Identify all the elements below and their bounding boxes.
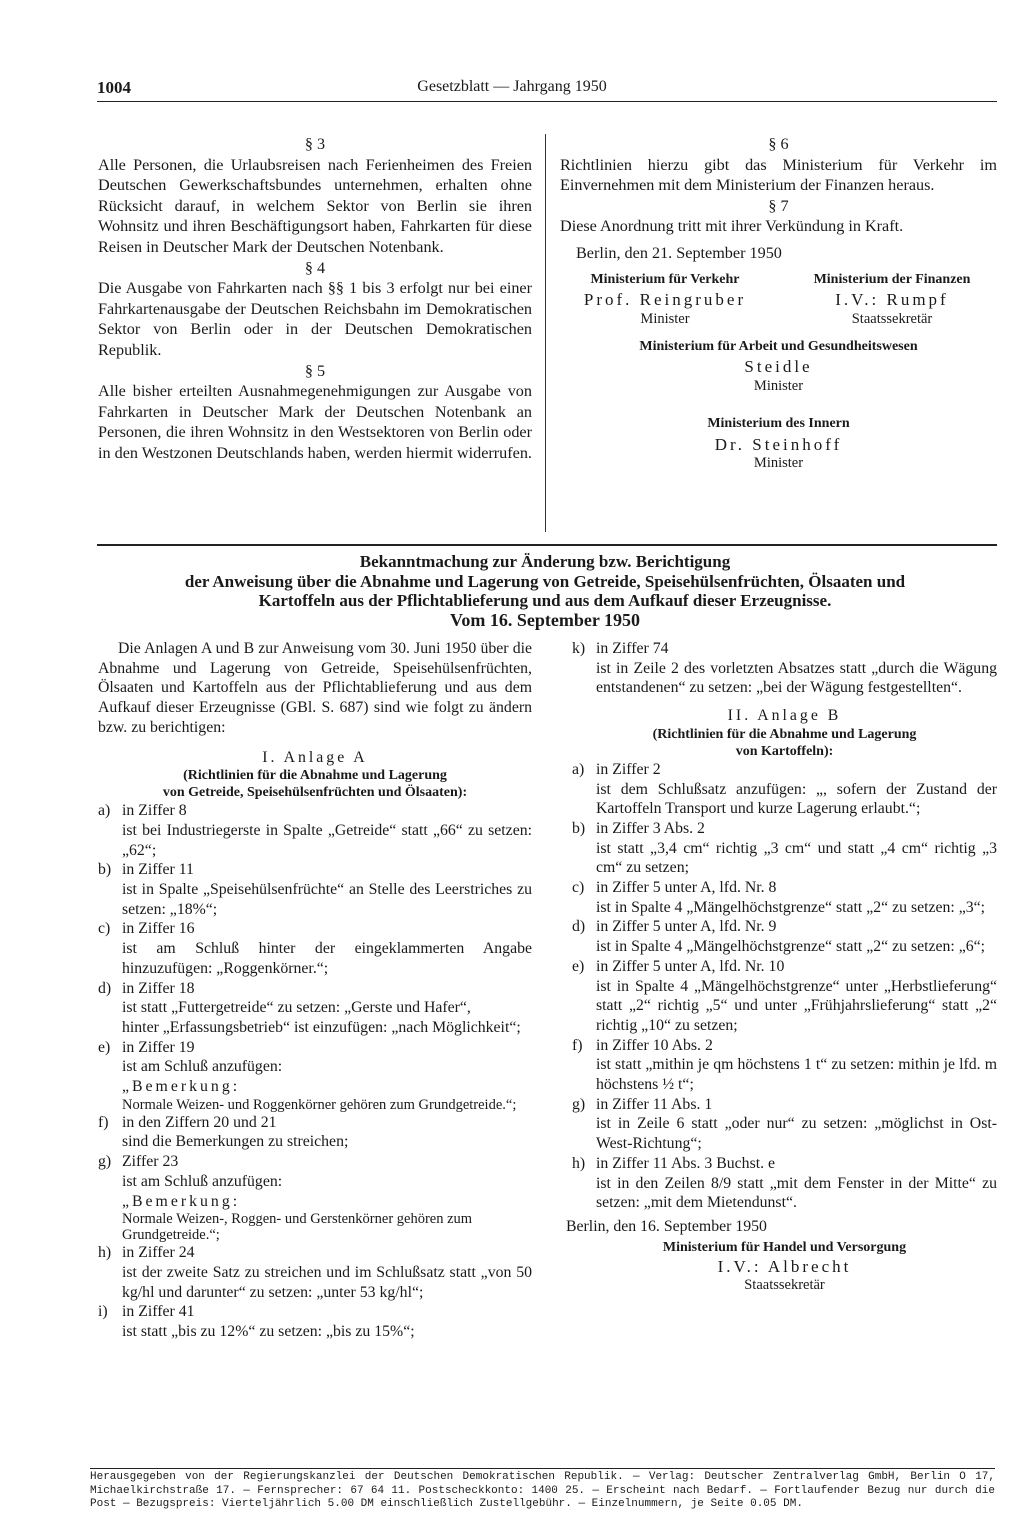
- column-divider: [545, 134, 546, 532]
- signature-role: Minister: [640, 310, 690, 327]
- anlage-a-subheading: (Richtlinien für die Abnahme und Lagerung: [183, 768, 447, 784]
- list-item: [572, 1095, 997, 1115]
- item-label: h): [572, 1154, 586, 1172]
- page-header-title: Gesetzblatt — Jahrgang 1950: [417, 78, 607, 95]
- signature-role: Staatssekretär: [744, 1277, 825, 1294]
- section-3-text: Alle Personen, die Urlaubsreisen nach Ferienheimen des Freien Deutschen Gewerkschaftsbundes unternehmen, erhalten ohne Rücksicht darauf, in welchem Sektor von Berlin sie ihren Wohnsitz und ihren Beschäftigungsort haben, Fahrkarten für diese Reisen in Deutscher Mark der Deutschen Notenbank.: [98, 155, 532, 256]
- item-note-heading: „Bemerkung:: [122, 1078, 241, 1096]
- item-label: f): [572, 1036, 583, 1054]
- item-note: Normale Weizen- und Roggenkörner gehören zum Grundgetreide.“;: [122, 1096, 517, 1113]
- item-label: b): [98, 861, 112, 879]
- signature-name: I.V.: Rumpf: [835, 290, 949, 310]
- item-head: in Ziffer 5 unter A, lfd. Nr. 10: [596, 957, 785, 975]
- list-item: [572, 639, 997, 659]
- item-head: in Ziffer 2: [596, 760, 661, 778]
- signature-finanzen: [787, 268, 997, 327]
- item-label: d): [572, 918, 586, 936]
- item-text: ist statt „mithin je qm höchstens 1 t“ zu setzen: mithin je lfd. m höchstens ½ t“;: [596, 1056, 997, 1094]
- item-label: g): [98, 1153, 112, 1171]
- item-text: ist in Spalte „Speisehülsenfrüchte“ an Stelle des Leerstriches zu setzen: „18%“;: [122, 881, 532, 918]
- list-item: [98, 1152, 532, 1172]
- item-head: in Ziffer 11 Abs. 1: [596, 1095, 713, 1113]
- item-head: in Ziffer 11: [122, 861, 194, 879]
- item-label: i): [98, 1303, 108, 1321]
- item-note: Normale Weizen-, Roggen- und Gerstenkörner gehören zum Grundgetreide.“;: [122, 1211, 473, 1244]
- list-item: [98, 860, 532, 880]
- right-top-column: [560, 134, 997, 471]
- item-label: k): [572, 640, 586, 657]
- anlage-b-subheading: von Kartoffeln):: [735, 743, 834, 759]
- list-item: [98, 1243, 532, 1263]
- section-6-heading: § 6: [768, 135, 789, 153]
- anlage-a-subheading: von Getreide, Speisehülsenfrüchten und Ölsaaten):: [162, 785, 468, 801]
- section-7-heading: § 7: [768, 196, 789, 215]
- item-head: in Ziffer 3 Abs. 2: [596, 819, 705, 837]
- anlage-b-heading: II. Anlage B: [727, 707, 842, 725]
- list-item: [98, 1113, 532, 1133]
- list-item: [98, 1038, 532, 1058]
- item-text: ist in Zeile 6 statt „oder nur“ zu setzen: „möglichst in Ost-West-Richtung“;: [596, 1115, 997, 1153]
- notice-intro: Die Anlagen A und B zur Anweisung vom 30. Juni 1950 über die Abnahme und Lagerung von Getreide, Speisehülsenfrüchten, Ölsaaten und Kartoffeln aus der Pflichtablieferung und aus dem Aufkauf dieser Erzeugnisse (GBl. S. 687) sind wie folgt zu ändern bzw. zu berichtigen:: [98, 640, 532, 736]
- item-label: h): [98, 1244, 112, 1262]
- section-rule: [97, 544, 997, 546]
- anlage-a-heading: I. Anlage A: [262, 748, 368, 766]
- list-item: [98, 919, 532, 939]
- page-number: 1004: [97, 78, 131, 97]
- list-item: [98, 801, 532, 821]
- list-item: [98, 1302, 532, 1322]
- item-label: c): [98, 920, 111, 938]
- notice-date: Vom 16. September 1950: [450, 609, 640, 630]
- item-text: ist statt „3,4 cm“ richtig „3 cm“ und statt „4 cm“ richtig „3 cm“ zu setzen;: [596, 839, 997, 877]
- item-head: in Ziffer 16: [122, 920, 195, 938]
- section-3-heading: § 3: [304, 135, 326, 153]
- item-head: in Ziffer 11 Abs. 3 Buchst. e: [596, 1154, 776, 1172]
- item-text: ist der zweite Satz zu streichen und im Schlußsatz statt „von 50 kg/hl und darunter“ zu setzen: „unter 53 kg/hl“;: [122, 1263, 532, 1301]
- signature-ministry: Ministerium für Arbeit und Gesundheitswesen: [639, 338, 918, 354]
- signature-row: [560, 268, 997, 327]
- item-label: g): [572, 1095, 586, 1113]
- list-item: [572, 819, 997, 839]
- item-text: ist am Schluß anzufügen:: [122, 1172, 283, 1190]
- item-text: ist in Spalte 4 „Mängelhöchstgrenze“ statt „2“ zu setzen: „3“;: [596, 898, 986, 916]
- item-head: in Ziffer 41: [122, 1303, 195, 1321]
- signature-ministry: Ministerium für Handel und Versorgung: [662, 1239, 907, 1255]
- item-text: ist statt „Futtergetreide“ zu setzen: „Gerste und Hafer“,: [122, 999, 471, 1017]
- item-text: hinter „Erfassungsbetrieb“ ist einzufügen: „nach Möglichkeit“;: [122, 1018, 521, 1036]
- item-note-heading: „Bemerkung:: [122, 1192, 241, 1210]
- item-head: in Ziffer 18: [122, 979, 195, 997]
- right-bottom-column: [566, 639, 997, 1294]
- item-text: ist am Schluß hinter der eingeklammerten Angabe hinzuzufügen: „Roggenkörner.“;: [122, 940, 532, 977]
- item-label: e): [98, 1038, 111, 1056]
- signature-name: Dr. Steinhoff: [714, 434, 843, 454]
- item-head: in Ziffer 74: [596, 640, 669, 657]
- item-head: in Ziffer 5 unter A, lfd. Nr. 9: [596, 918, 777, 936]
- left-top-column: [98, 134, 532, 464]
- notice-signing-date: Berlin, den 16. September 1950: [566, 1217, 767, 1235]
- item-head: in Ziffer 5 unter A, lfd. Nr. 8: [596, 879, 777, 897]
- item-text: ist in Zeile 2 des vorletzten Absatzes statt „durch die Wägung entstandenen“ zu setzen: „bei der Wägung festgestellten“.: [596, 659, 997, 697]
- item-text: ist dem Schlußsatz anzufügen: „, sofern der Zustand der Kartoffeln Transport und kurze Lagerung erlaubt.“;: [596, 780, 997, 818]
- signature-name: Prof. Reingruber: [583, 290, 747, 310]
- imprint-footer: Herausgegeben von der Regierungskanzlei der Deutschen Demokratischen Republik. — Verlag: Deutscher Zentralverlag GmbH, Berlin O 17, Michaelkirchstraße 17. — Fernsprecher: 67 64 11. Postscheckkonto: 1400 25. — Erscheint nach Bedarf. — Fortlaufender Bezug nur durch die Post — Bezugspreis: Vierteljährlich 5.00 DM einschließlich Zustellgebühr. — Einzelnummern, je Seite 0.05 DM.: [90, 1471, 995, 1510]
- header-rule: [97, 101, 997, 102]
- item-head: Ziffer 23: [122, 1153, 179, 1171]
- anlage-a-items: [98, 801, 532, 1342]
- notice-title-line: der Anweisung über die Abnahme und Lagerung von Getreide, Speisehülsenfrüchten, Ölsaaten und: [184, 571, 906, 591]
- list-item: [572, 760, 997, 780]
- list-item: [572, 917, 997, 937]
- item-head: in Ziffer 10 Abs. 2: [596, 1036, 713, 1054]
- item-head: in den Ziffern 20 und 21: [122, 1113, 277, 1131]
- item-label: a): [98, 802, 111, 820]
- item-label: a): [572, 760, 585, 778]
- notice-title: [90, 552, 1000, 630]
- signature-ministry: Ministerium der Finanzen: [813, 271, 971, 287]
- item-head: in Ziffer 19: [122, 1038, 195, 1056]
- notice-title-line: Bekanntmachung zur Änderung bzw. Berichtigung: [359, 552, 731, 571]
- item-head: in Ziffer 24: [122, 1244, 195, 1262]
- notice-title-line: Kartoffeln aus der Pflichtablieferung und aus dem Aufkauf dieser Erzeugnisse.: [258, 591, 832, 610]
- section-4-heading: § 4: [304, 258, 326, 277]
- signature-arbeit: [560, 335, 997, 394]
- list-item: [572, 1154, 997, 1174]
- left-bottom-column: [98, 639, 532, 1342]
- anlage-b-subheading: (Richtlinien für die Abnahme und Lagerung: [652, 726, 917, 742]
- signature-name: Steidle: [744, 357, 813, 377]
- section-4-text: Die Ausgabe von Fahrkarten nach §§ 1 bis 3 erfolgt nur bei einer Fahrkartenausgabe der Deutschen Reichsbahn im Demokratischen Sektor von Berlin oder in der Deutschen Demokratischen Republik.: [98, 279, 532, 359]
- list-item: [572, 1036, 997, 1056]
- signature-role: Staatssekretär: [851, 310, 933, 327]
- signature-ministry: Ministerium des Innern: [707, 415, 850, 431]
- list-item: [98, 979, 532, 999]
- anlage-b-items: [572, 760, 997, 1213]
- section-6-text: Richtlinien hierzu gibt das Ministerium für Verkehr im Einvernehmen mit dem Ministerium der Finanzen heraus.: [560, 155, 997, 195]
- item-text: ist statt „bis zu 12%“ zu setzen: „bis zu 15%“;: [122, 1323, 415, 1341]
- footer-rule: [90, 1468, 995, 1469]
- section-5-text: Alle bisher erteilten Ausnahmegenehmigungen zur Ausgabe von Fahrkarten in Deutscher Mark der Deutschen Notenbank an Personen, die ihren Wohnsitz in den Westsektoren von Berlin oder in den Westzonen Deutschlands haben, werden hiermit widerrufen.: [98, 382, 532, 462]
- list-item: [572, 957, 997, 977]
- signature-name: I.V.: Albrecht: [717, 1257, 852, 1277]
- item-label: c): [572, 879, 585, 897]
- list-item: [572, 878, 997, 898]
- item-text: ist in Spalte 4 „Mängelhöchstgrenze“ unter „Herbstlieferung“ statt „2“ richtig „5“ und unter „Frühjahrslieferung“ statt „2“ richtig „10“ zu setzen;: [596, 977, 997, 1034]
- signature-role: Minister: [753, 455, 804, 472]
- item-label: e): [572, 957, 585, 975]
- signature-verkehr: [560, 268, 770, 327]
- signature-innern: [560, 412, 997, 471]
- signing-date: Berlin, den 21. September 1950: [576, 243, 782, 262]
- item-text: ist in Spalte 4 „Mängelhöchstgrenze“ statt „2“ zu setzen: „6“;: [596, 938, 986, 956]
- item-label: b): [572, 819, 586, 837]
- item-text: ist bei Industriegerste in Spalte „Getreide“ statt „66“ zu setzen: „62“;: [122, 821, 532, 859]
- item-text: ist in den Zeilen 8/9 statt „mit dem Fenster in der Mitte“ zu setzen: „mit dem Mietendunst“.: [596, 1174, 997, 1212]
- item-label: d): [98, 979, 112, 997]
- item-label: f): [98, 1113, 109, 1131]
- item-head: in Ziffer 8: [122, 802, 187, 820]
- section-5-heading: § 5: [304, 361, 326, 380]
- signature-ministry: Ministerium für Verkehr: [590, 271, 740, 287]
- section-7-text: Diese Anordnung tritt mit ihrer Verkündung in Kraft.: [560, 217, 904, 236]
- item-text: ist am Schluß anzufügen:: [122, 1058, 283, 1076]
- signature-role: Minister: [753, 377, 804, 394]
- notice-signature: [572, 1237, 997, 1293]
- item-text: sind die Bemerkungen zu streichen;: [122, 1133, 349, 1151]
